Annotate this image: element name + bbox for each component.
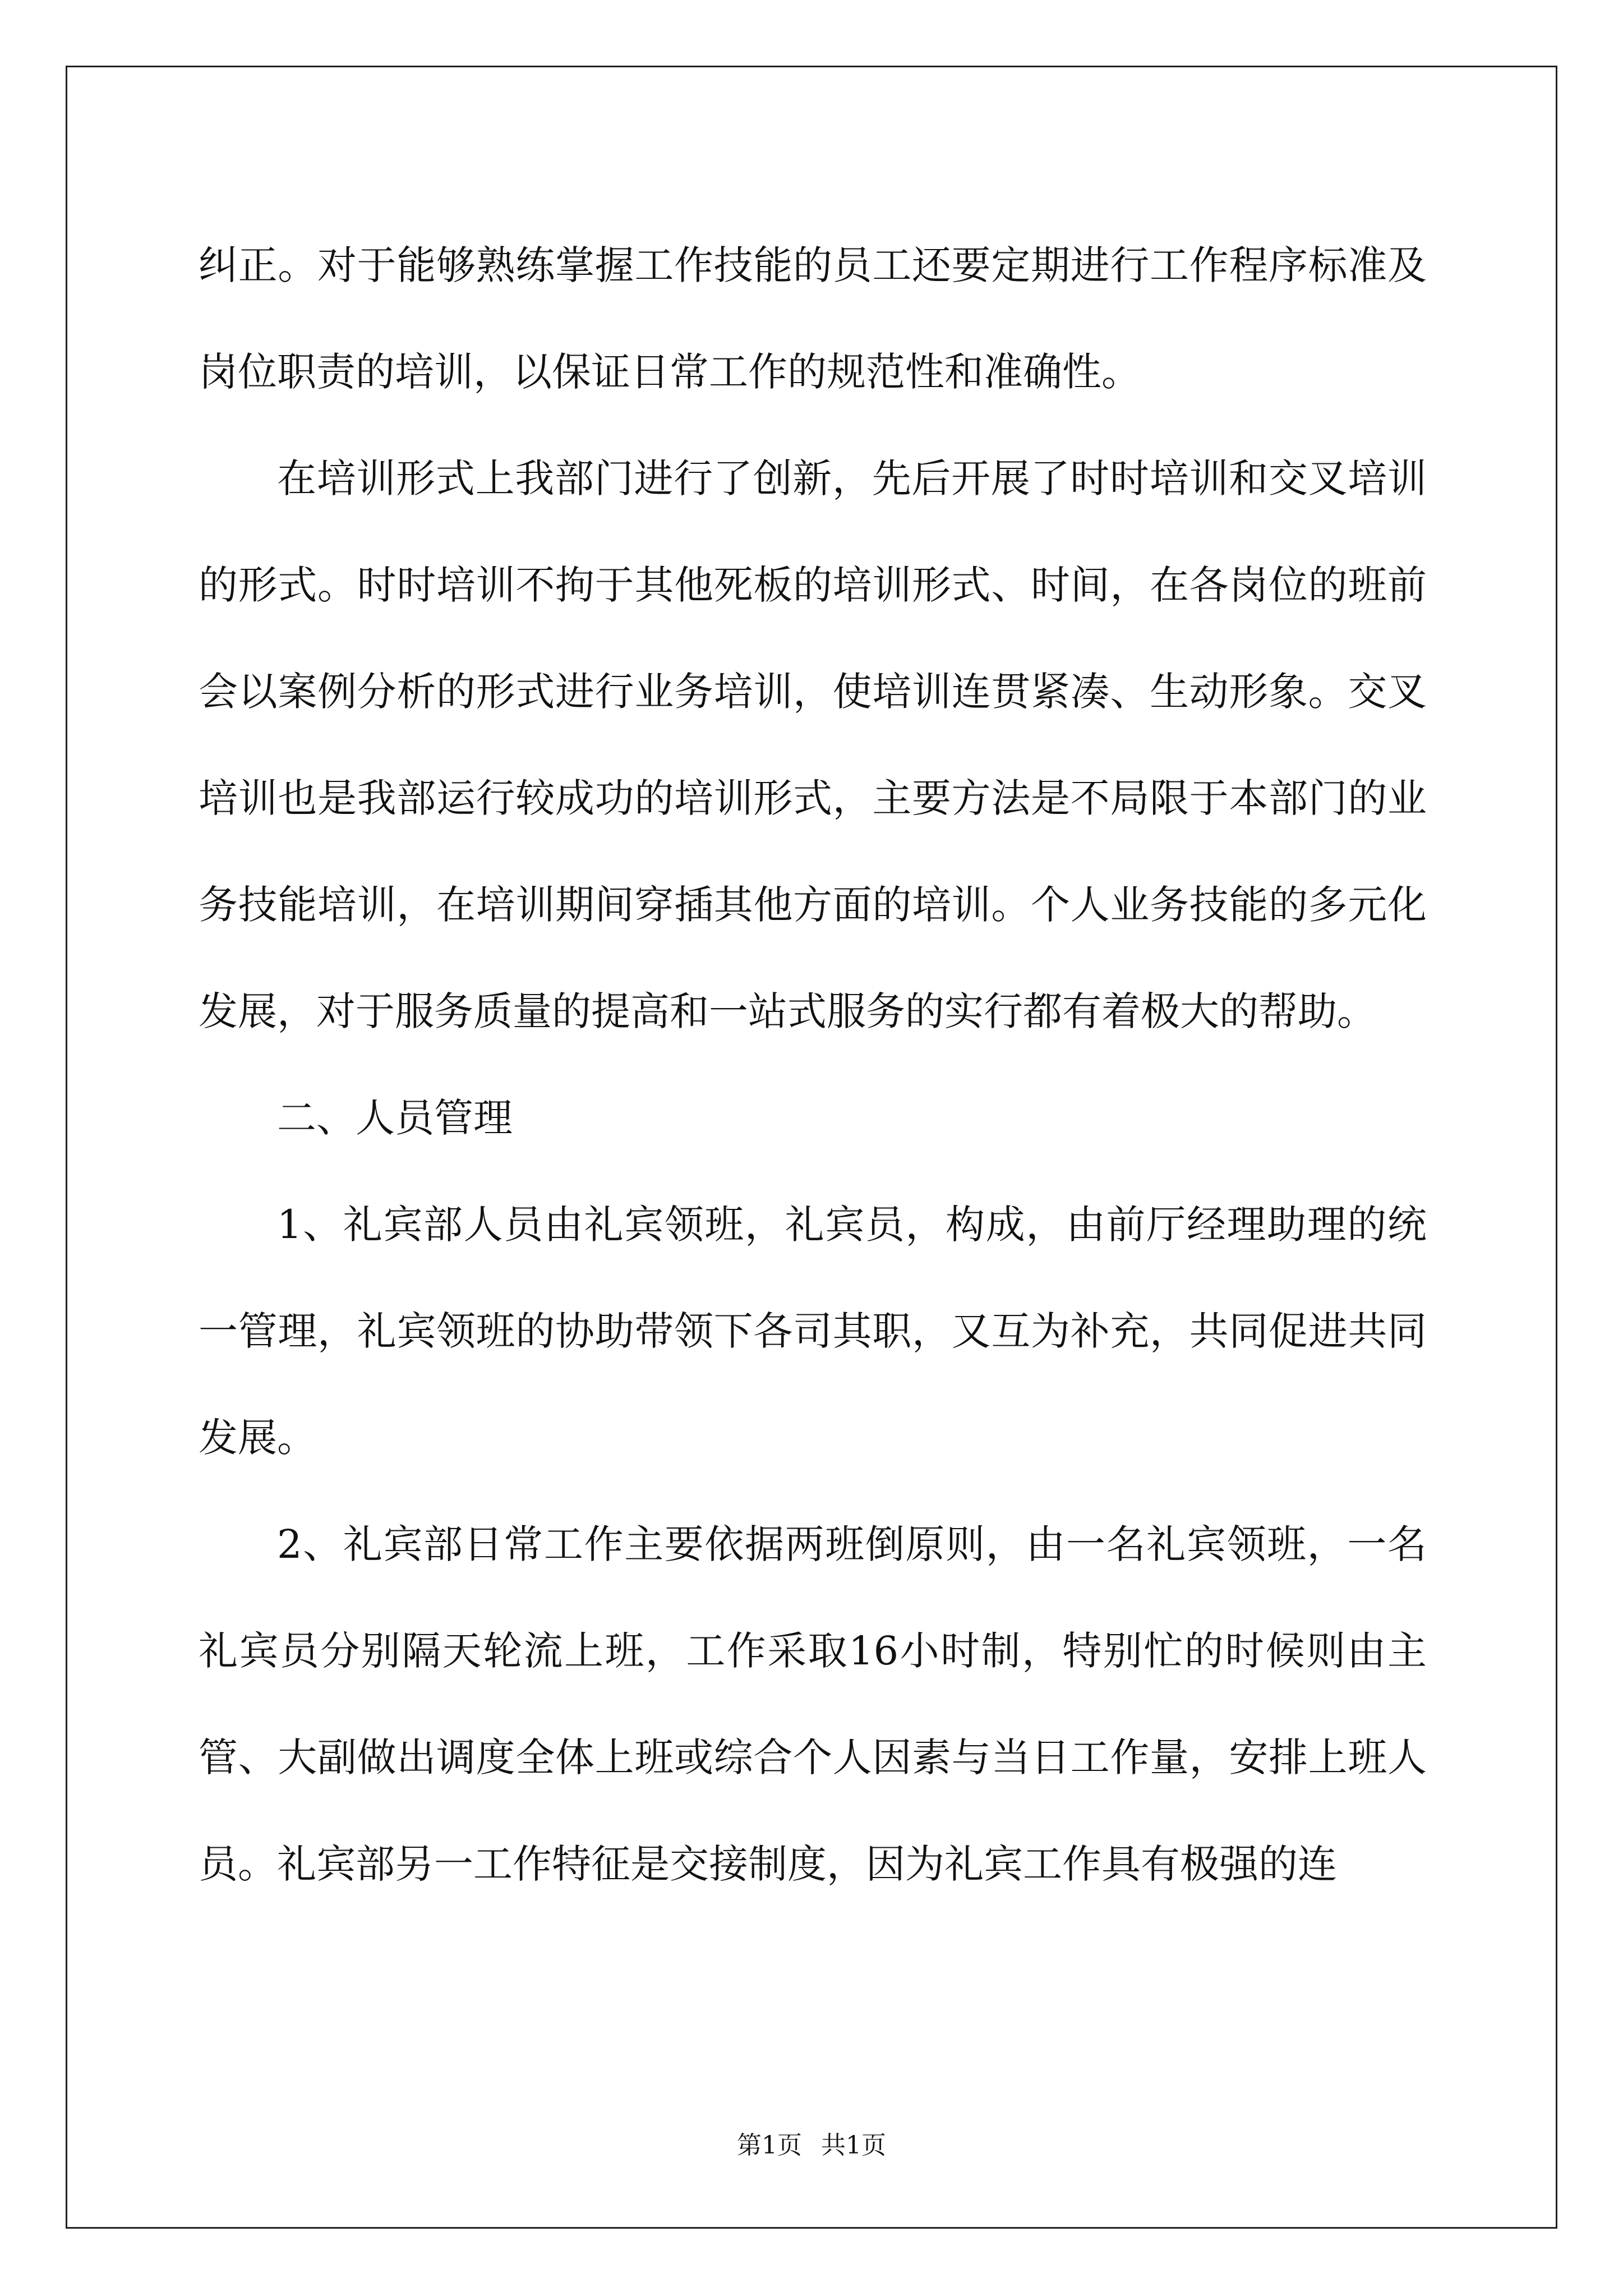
paragraph: 1、礼宾部人员由礼宾领班，礼宾员，构成，由前厅经理助理的统一管理，礼宾领班的协助带领下各司其职，又互为补充，共同促进共同发展。 <box>199 1202 1427 1461</box>
document-body <box>199 212 1427 1917</box>
paragraph: 在培训形式上我部门进行了创新，先后开展了时时培训和交叉培训的形式。时时培训不拘于其他死板的培训形式、时间，在各岗位的班前会以案例分析的形式进行业务培训，使培训连贯紧凑、生动形象。交叉培训也是我部运行较成功的培训形式，主要方法是不局限于本部门的业务技能培训，在培训期间穿插其他方面的培训。个人业务技能的多元化发展，对于服务质量的提高和一站式服务的实行都有着极大的帮助。 <box>199 455 1427 1034</box>
page-number: 第1页 <box>737 2131 802 2160</box>
section-heading: 二、人员管理 <box>277 1095 513 1141</box>
paragraph: 纠正。对于能够熟练掌握工作技能的员工还要定期进行工作程序标准及岗位职责的培训，以保证日常工作的规范性和准确性。 <box>199 242 1427 395</box>
paragraph: 2、礼宾部日常工作主要依据两班倒原则，由一名礼宾领班，一名礼宾员分别隔天轮流上班，工作采取16小时制，特别忙的时候则由主管、大副做出调度全体上班或综合个人因素与当日工作量，安排上班人员。礼宾部另一工作特征是交接制度，因为礼宾工作具有极强的连 <box>199 1521 1427 1887</box>
page-footer <box>0 2125 1623 2161</box>
page-total: 共1页 <box>821 2131 886 2160</box>
